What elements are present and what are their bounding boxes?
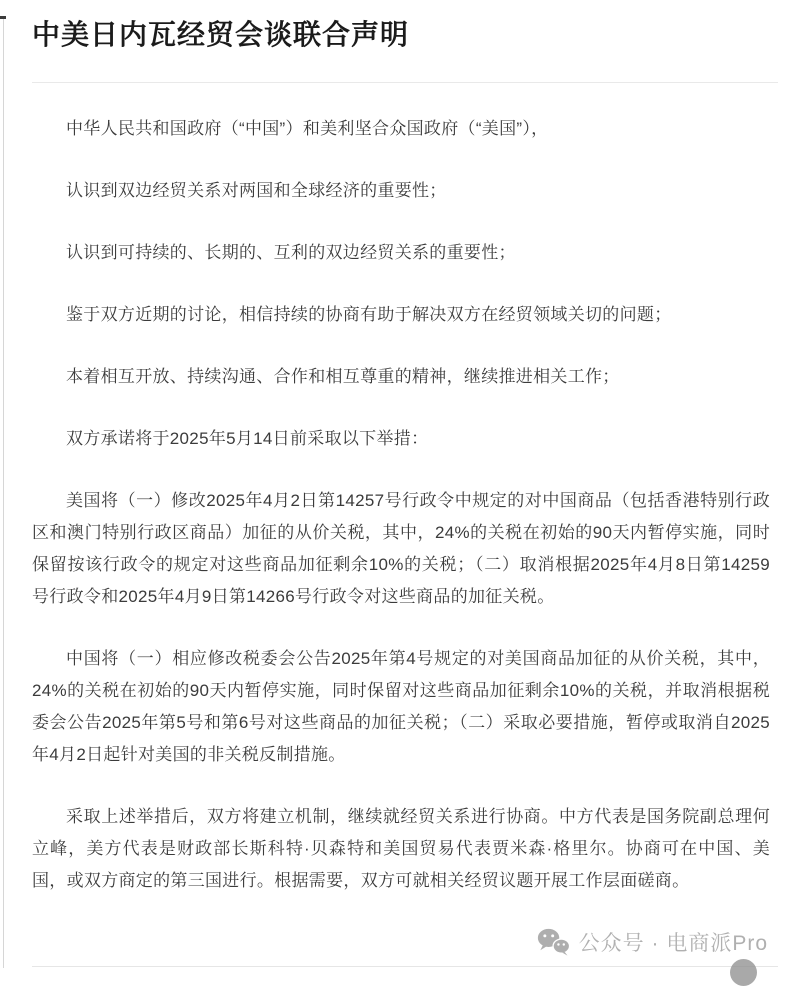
- paragraph-china-measures: 中国将（一）相应修改税委会公告2025年第4号规定的对美国商品加征的从价关税，其中，24%的关税在初始的90天内暂停实施，同时保留对这些商品加征剩余10%的关税，并取消根据税委会公告2025年第5号和第6号对这些商品的加征关税；（二）采取必要措施，暂停或取消自2025年4月2日起针对美国的非关税反制措施。: [32, 649, 770, 764]
- floating-button-partial[interactable]: [730, 959, 757, 986]
- watermark: [32, 927, 768, 957]
- corner-artifact: [0, 16, 6, 19]
- paragraph-commitment-date: 双方承诺将于2025年5月14日前采取以下举措：: [66, 429, 429, 448]
- paragraph-mechanism: 采取上述举措后，双方将建立机制，继续就经贸关系进行协商。中方代表是国务院副总理何立峰，美方代表是财政部长斯科特·贝森特和美国贸易代表贾米森·格里尔。协商可在中国、美国，或双方商定的第三国进行。根据需要，双方可就相关经贸议题开展工作层面磋商。: [32, 807, 770, 890]
- paragraph-recognize-sustainable: 认识到可持续的、长期的、互利的双边经贸关系的重要性；: [66, 243, 516, 262]
- left-border-line: [3, 16, 4, 968]
- paragraph-recent-discussions: 鉴于双方近期的讨论，相信持续的协商有助于解决双方在经贸领域关切的问题；: [66, 305, 672, 324]
- watermark-label: 公众号 · 电商派Pro: [578, 932, 768, 955]
- paragraph-spirit-of-openness: 本着相互开放、持续沟通、合作和相互尊重的精神，继续推进相关工作；: [66, 367, 620, 386]
- title-divider: [32, 82, 778, 83]
- article-page: [0, 16, 800, 967]
- paragraph-preamble-parties: 中华人民共和国政府（“中国”）和美利坚合众国政府（“美国”），: [66, 119, 549, 138]
- bottom-divider: [32, 966, 778, 967]
- page-title: 中美日内瓦经贸会谈联合声明: [32, 19, 410, 50]
- document-body: [32, 113, 770, 897]
- paragraph-us-measures: 美国将（一）修改2025年4月2日第14257号行政令中规定的对中国商品（包括香港特别行政区和澳门特别行政区商品）加征的从价关税，其中，24%的关税在初始的90天内暂停实施，同时保留按该行政令的规定对这些商品加征剩余10%的关税；（二）取消根据2025年4月8日第14259号行政令和2025年4月9日第14266号行政令对这些商品的加征关税。: [32, 491, 770, 606]
- paragraph-recognize-importance: 认识到双边经贸关系对两国和全球经济的重要性；: [66, 181, 447, 200]
